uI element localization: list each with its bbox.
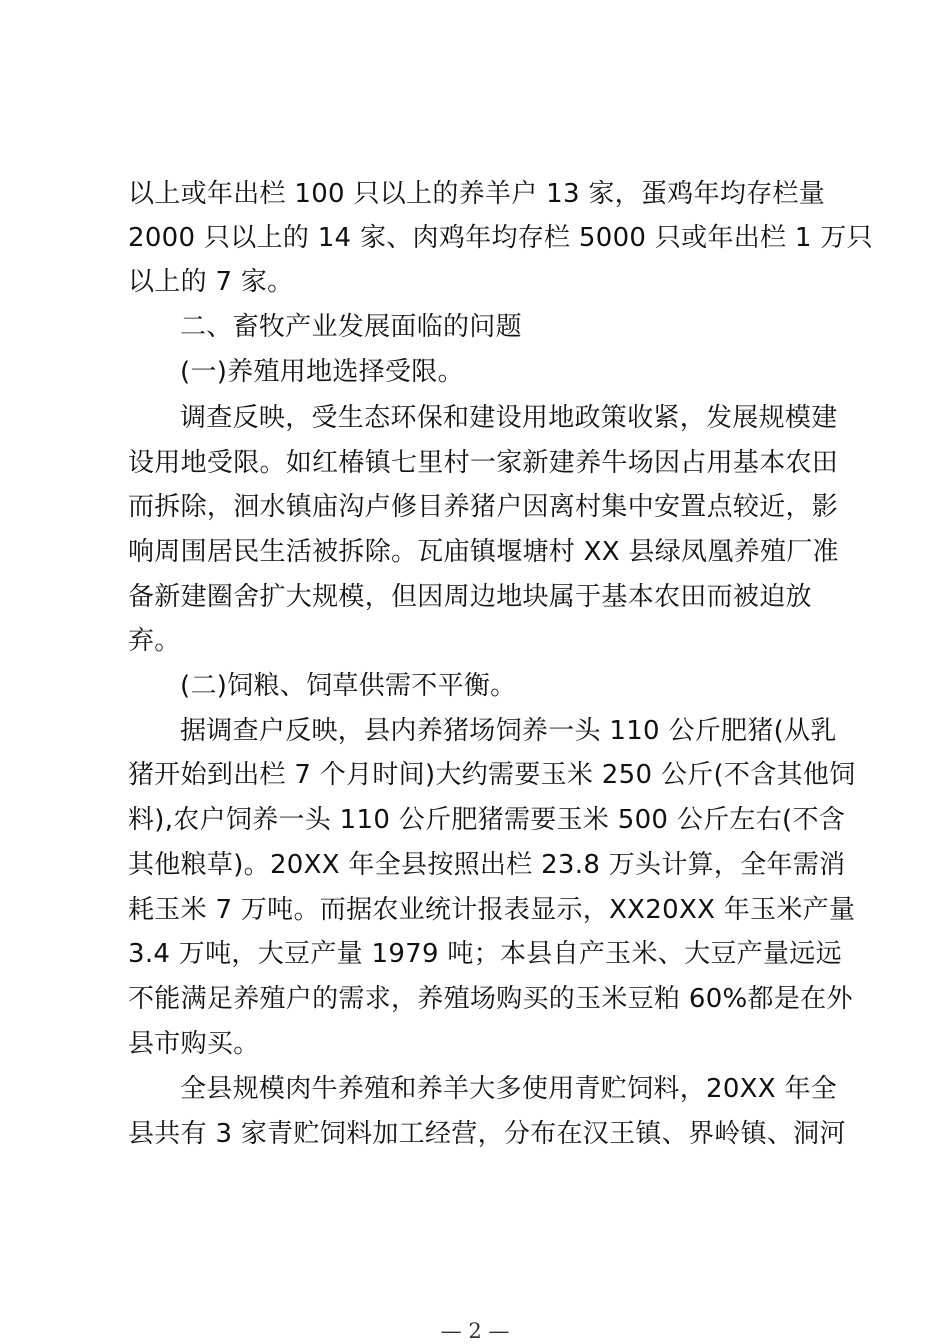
- paragraph-line: 不能满足养殖户的需求，养殖场购买的玉米豆粕 60%都是在外: [128, 984, 853, 1014]
- paragraph-line: 全县规模肉牛养殖和养羊大多使用青贮饲料，20XX 年全: [180, 1074, 838, 1104]
- page-number: — 2 —: [440, 1319, 510, 1343]
- paragraph-line: 猪开始到出栏 7 个月时间)大约需要玉米 250 公斤(不含其他饲: [128, 760, 856, 790]
- paragraph-line: 据调查户反映，县内养猪场饲养一头 110 公斤肥猪(从乳: [180, 716, 837, 746]
- subsection-heading: (二)饲粮、饲草供需不平衡。: [180, 671, 517, 701]
- paragraph-line: 2000 只以上的 14 家、肉鸡年均存栏 5000 只或年出栏 1 万只: [128, 223, 873, 253]
- paragraph-line: 以上或年出栏 100 只以上的养羊户 13 家，蛋鸡年均存栏量: [128, 179, 826, 209]
- paragraph-line: 县市购买。: [128, 1029, 260, 1059]
- paragraph-line: 响周围居民生活被拆除。瓦庙镇堰塘村 XX 县绿凤凰养殖厂准: [128, 537, 839, 567]
- paragraph-line: 耗玉米 7 万吨。而据农业统计报表显示，XX20XX 年玉米产量: [128, 895, 856, 925]
- section-heading: 二、畜牧产业发展面临的问题: [180, 312, 522, 342]
- paragraph-line: 3.4 万吨，大豆产量 1979 吨；本县自产玉米、大豆产量远远: [128, 939, 842, 969]
- paragraph-line: 调查反映，受生态环保和建设用地政策收紧，发展规模建: [180, 403, 838, 433]
- subsection-heading: (一)养殖用地选择受限。: [180, 357, 464, 387]
- paragraph-line: 料),农户饲养一头 110 公斤肥猪需要玉米 500 公斤左右(不含: [128, 805, 846, 835]
- paragraph-line: 而拆除，洄水镇庙沟卢修目养猪户因离村集中安置点较近，影: [128, 492, 839, 522]
- paragraph-line: 备新建圈舍扩大规模，但因周边地块属于基本农田而被迫放: [128, 582, 812, 612]
- paragraph-line: 其他粮草)。20XX 年全县按照出栏 23.8 万头计算，全年需消: [128, 850, 846, 880]
- paragraph-line: 弃。: [128, 626, 181, 656]
- paragraph-line: 以上的 7 家。: [128, 267, 294, 297]
- paragraph-line: 县共有 3 家青贮饲料加工经营，分布在汉王镇、界岭镇、洞河: [128, 1119, 846, 1149]
- paragraph-line: 设用地受限。如红椿镇七里村一家新建养牛场因占用基本农田: [128, 448, 839, 478]
